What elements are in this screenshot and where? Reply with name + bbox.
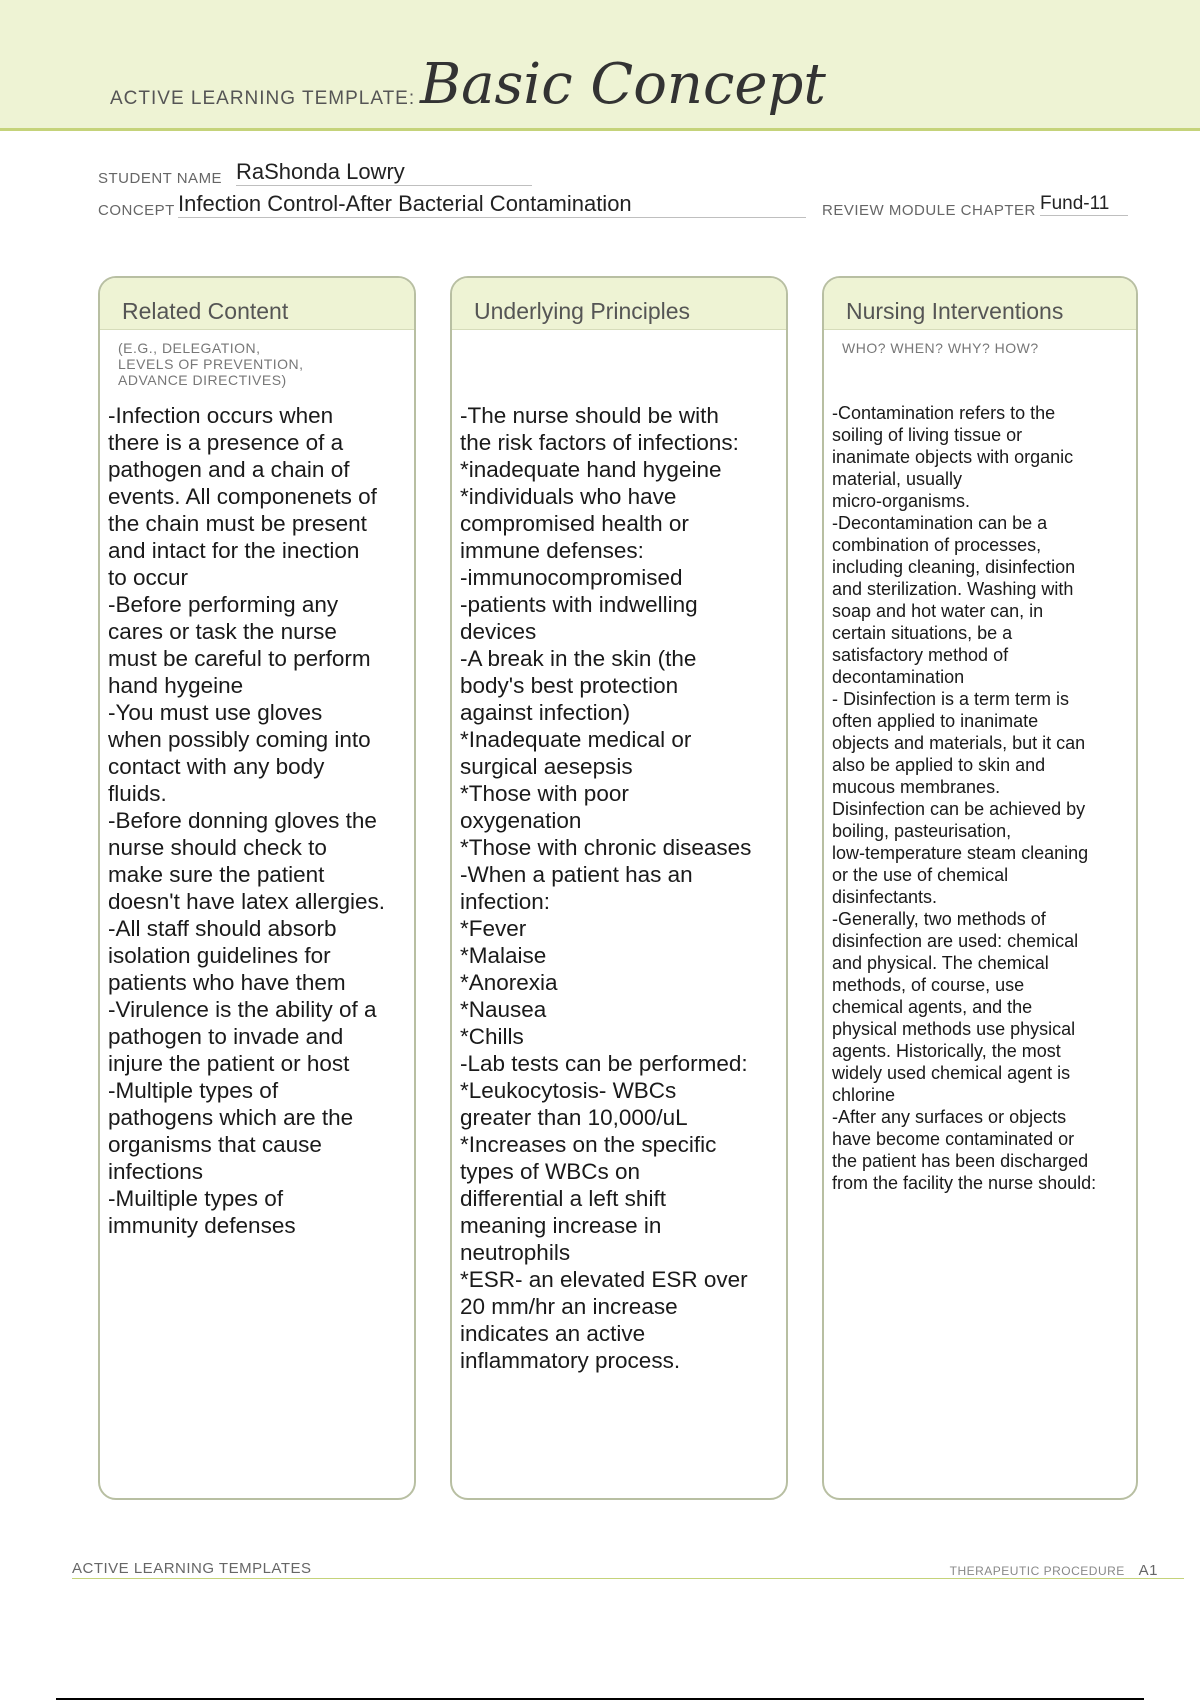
nursing-interventions-subtitle: WHO? WHEN? WHY? HOW? (842, 340, 1039, 356)
related-content-subtitle: (E.G., DELEGATION, LEVELS OF PREVENTION, ADVANCE DIRECTIVES) (118, 340, 304, 388)
template-label: ACTIVE LEARNING TEMPLATE: (110, 88, 416, 109)
concept-label: CONCEPT (98, 202, 175, 219)
template-title: Basic Concept (420, 52, 826, 117)
nursing-interventions-panel (822, 276, 1138, 1500)
student-name-field[interactable]: RaShonda Lowry (236, 159, 532, 186)
review-chapter-field[interactable]: Fund-11 (1040, 193, 1128, 216)
related-content-panel (98, 276, 416, 1500)
page-number: A1 (1138, 1562, 1158, 1579)
underlying-principles-title: Underlying Principles (452, 278, 786, 330)
footer-left-label: ACTIVE LEARNING TEMPLATES (72, 1560, 312, 1577)
related-content-title: Related Content (100, 278, 414, 330)
underlying-principles-text[interactable]: -The nurse should be with the risk factors of infections: *inadequate hand hygeine *individuals who have compromised health or immune defenses: -immunocompromised -patients with indwelling devices -A break in the skin (the body's best protection against infection) *Inadequate medical or surgical aesepsis *Those with poor oxygenation *Those with chronic diseases -When a patient has an infection: *Fever *Malaise *Anorexia *Nausea *Chills -Lab tests can be performed: *Leukocytosis- WBCs greater than 10,000/uL *Increases on the specific types of WBCs on differential a left shift meaning increase in neutrophils *ESR- an elevated ESR over 20 mm/hr an increase indicates an active inflammatory process. (460, 403, 752, 1373)
student-name-label: STUDENT NAME (98, 170, 223, 187)
footer-right (950, 1562, 1158, 1579)
underlying-principles-subtitle (452, 330, 786, 388)
footer-right-label: THERAPEUTIC PROCEDURE (949, 1564, 1125, 1578)
nursing-interventions-title: Nursing Interventions (824, 278, 1136, 330)
underlying-principles-panel (450, 276, 788, 1500)
related-content-text[interactable]: -Infection occurs when there is a presence of a pathogen and a chain of events. All componenets of the chain must be present and intact for the inection to occur -Before performing any cares or task the nurse must be careful to perform hand hygeine -You must use gloves when possibly coming into contact with any body fluids. -Before donning gloves the nurse should check to make sure the patient doesn't have latex allergies. -All staff should absorb isolation guidelines for patients who have them -Virulence is the ability of a pathogen to invade and injure the patient or host -Multiple types of pathogens which are the organisms that cause infections -Muiltiple types of immunity defenses (108, 403, 385, 1238)
concept-field[interactable]: Infection Control-After Bacterial Contamination (178, 191, 806, 218)
review-module-label: REVIEW MODULE CHAPTER (822, 202, 1036, 219)
nursing-interventions-text[interactable]: -Contamination refers to the soiling of living tissue or inanimate objects with organic material, usually micro-organisms. -Decontamination can be a combination of processes, including cleaning, disinfection and sterilization. Washing with soap and hot water can, in certain situations, be a satisfactory method of decontamination - Disinfection is a term term is often applied to inanimate objects and materials, but it can also be applied to skin and mucous membranes. Disinfection can be achieved by boiling, pasteurisation, low-temperature steam cleaning or the use of chemical disinfectants. -Generally, two methods of disinfection are used: chemical and physical. The chemical methods, of course, use chemical agents, and the physical methods use physical agents. Historically, the most widely used chemical agent is chlorine -After any surfaces or objects have become contaminated or the patient has been discharged from the facility the nurse should: (832, 403, 1097, 1193)
